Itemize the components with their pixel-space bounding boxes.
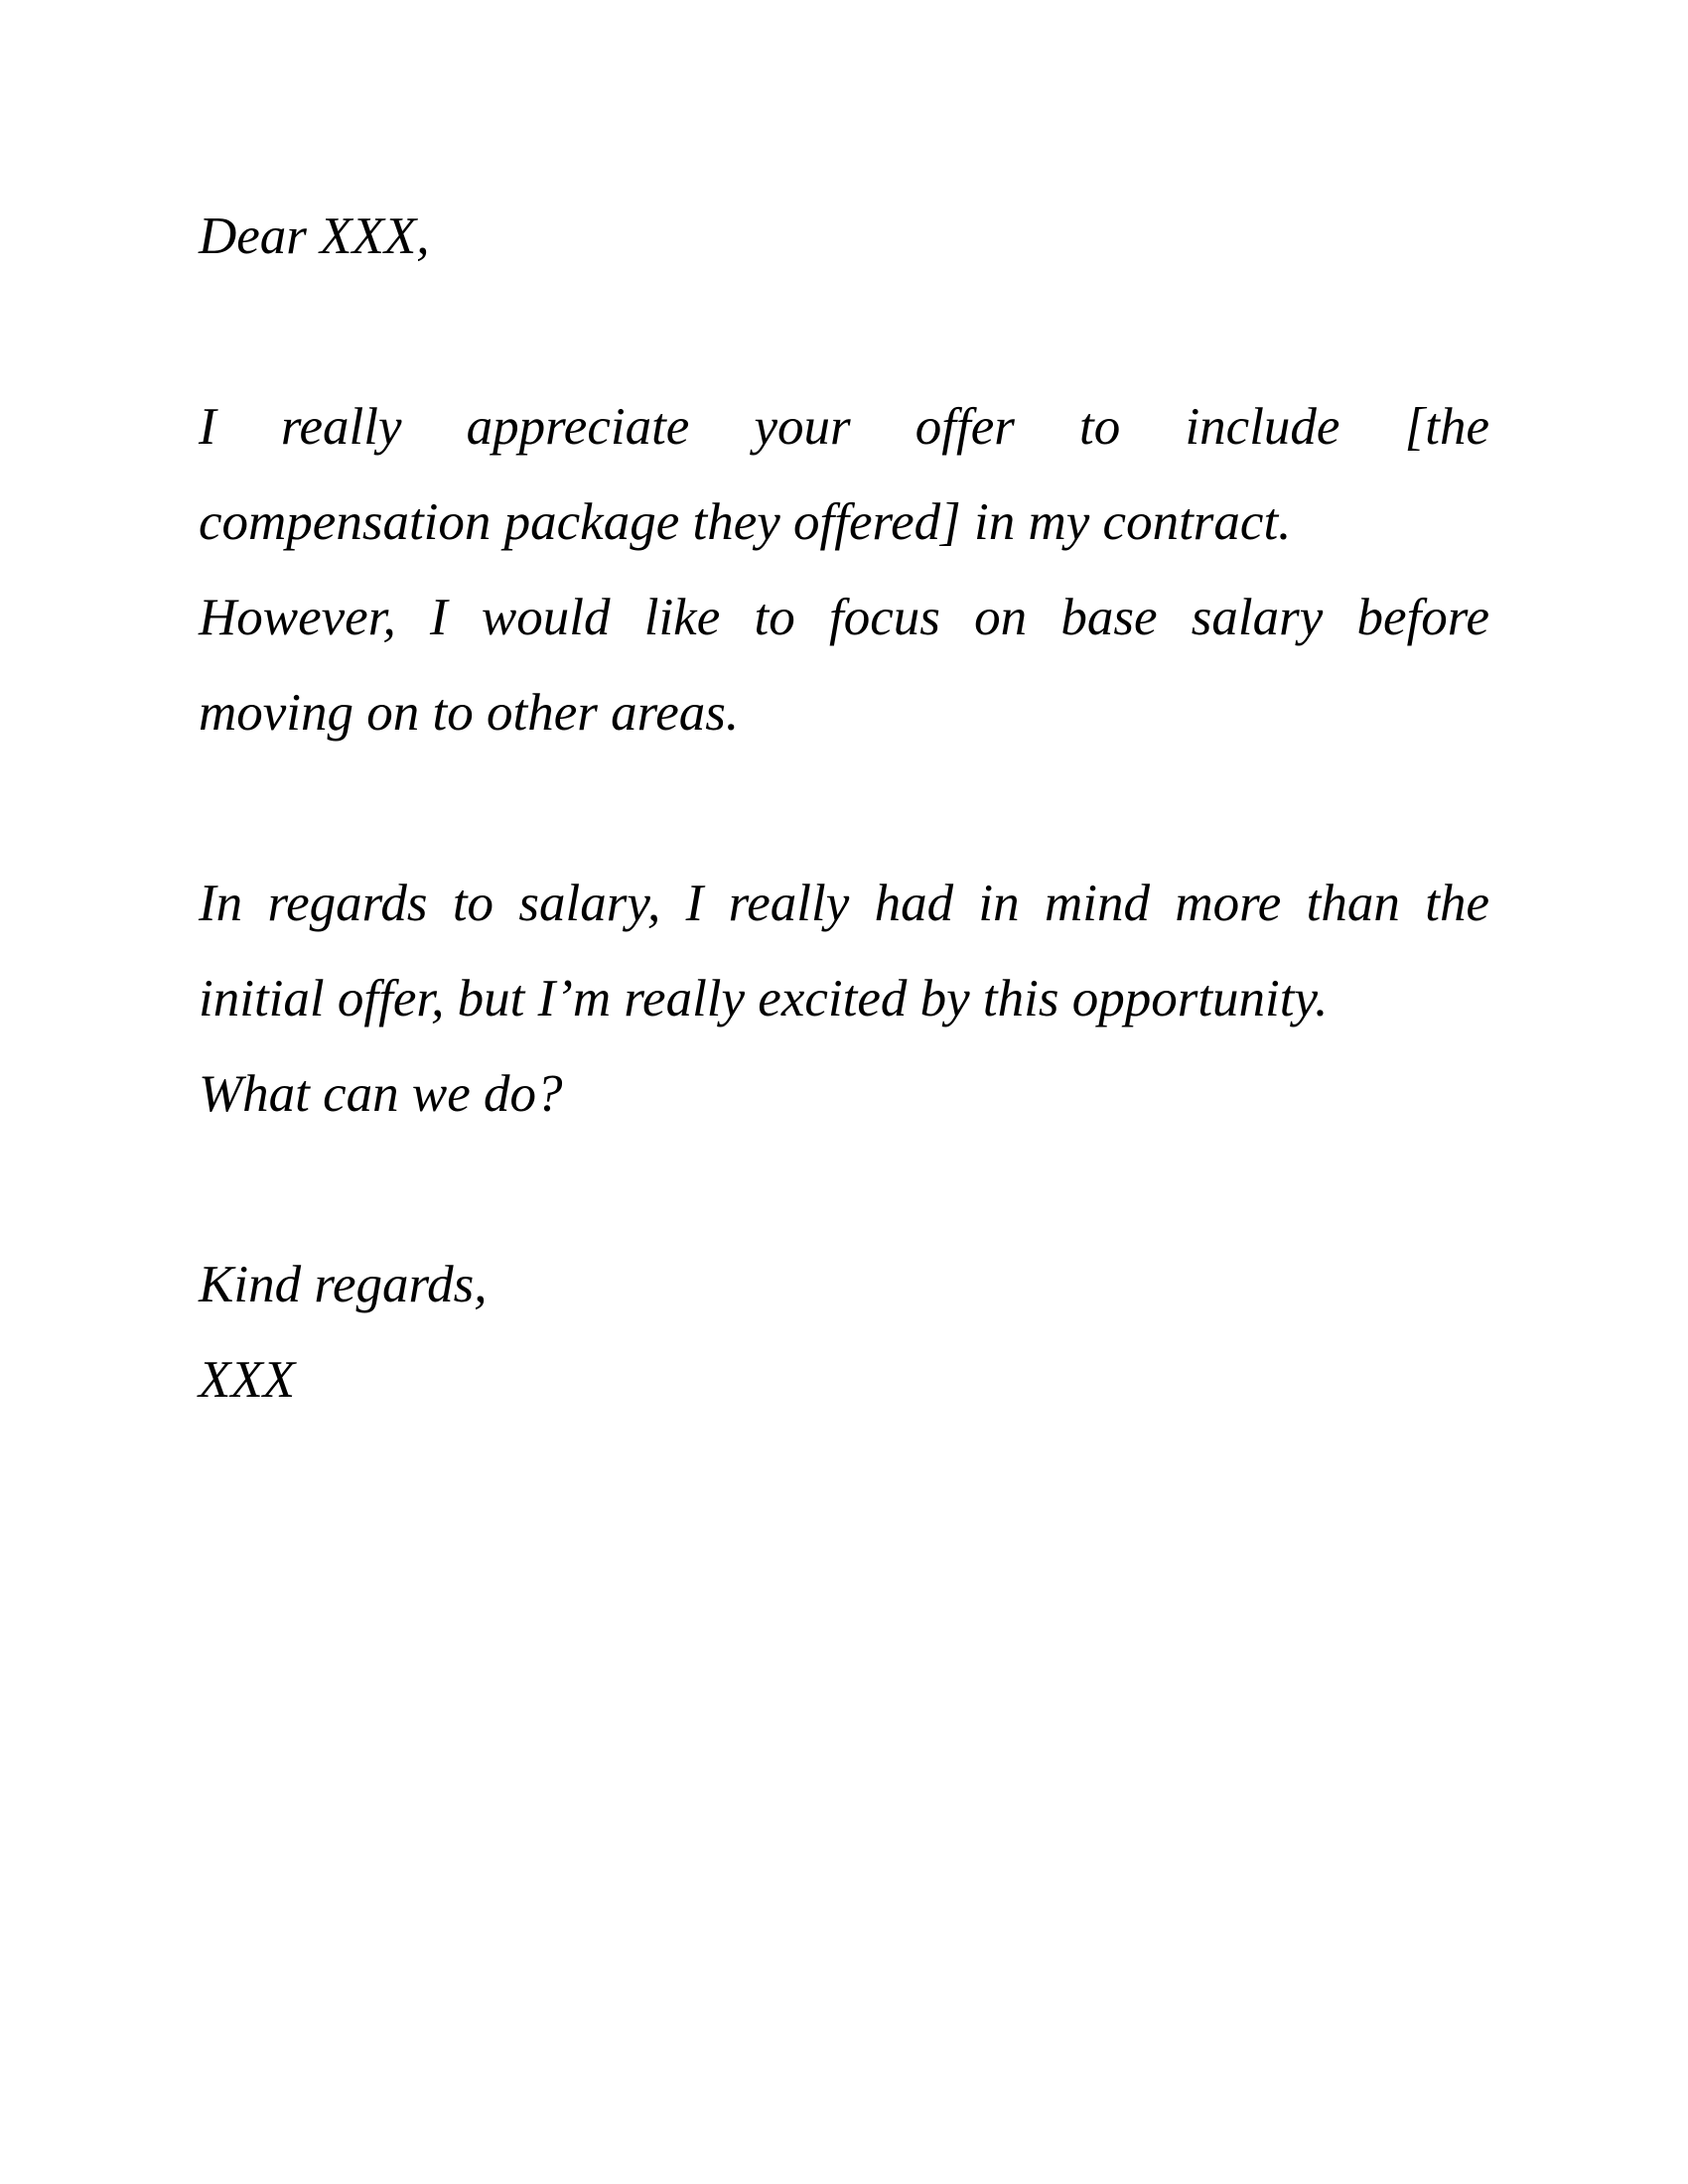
- paragraph-offer-appreciation: [199, 379, 1489, 760]
- salutation: Dear XXX,: [199, 207, 430, 265]
- paragraph-line: initial offer, but I’m really excited by this opportunity.: [199, 970, 1329, 1027]
- closing: Kind regards,: [199, 1256, 488, 1313]
- paragraph-line: In regards to salary, I really had in mind more than the: [199, 875, 1489, 932]
- paragraph-line: However, I would like to focus on base salary before: [199, 589, 1489, 646]
- paragraph-line: I really appreciate your offer to include [the: [199, 398, 1489, 456]
- signature: XXX: [199, 1351, 296, 1409]
- paragraph-line: moving on to other areas.: [199, 684, 740, 742]
- blank-line: [199, 1142, 1489, 1237]
- paragraph-line: compensation package they offered] in my contract.: [199, 493, 1292, 551]
- paragraph-salary-request: [199, 856, 1489, 1142]
- blank-line: [199, 760, 1489, 856]
- paragraph-line: What can we do?: [199, 1065, 563, 1123]
- letter-body: [199, 189, 1489, 1428]
- blank-line: [199, 284, 1489, 379]
